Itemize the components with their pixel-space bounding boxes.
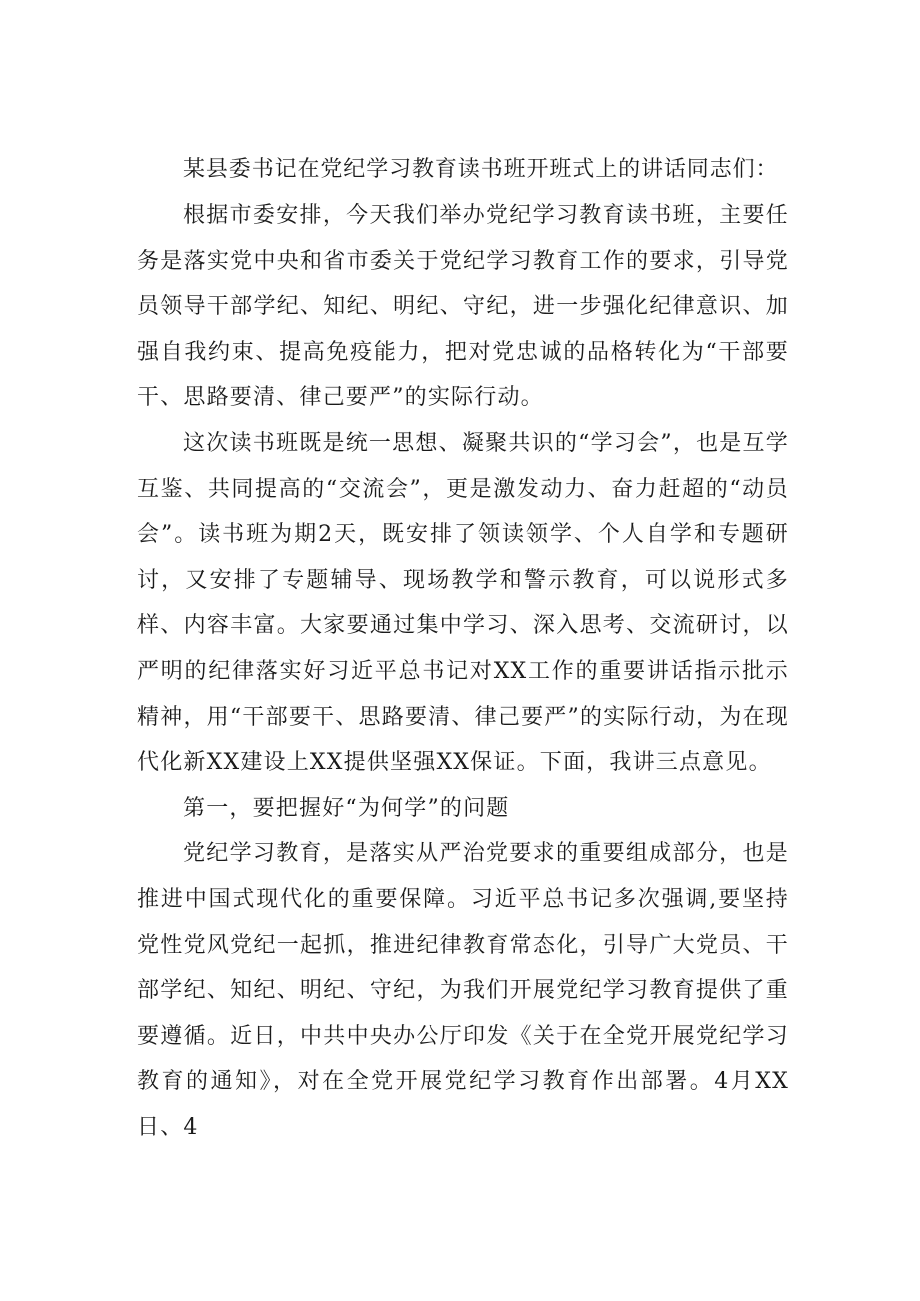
- section-heading-1: 第一，要把握好“为何学”的问题: [183, 795, 510, 821]
- paragraph-1: 根据市委安排，今天我们举办党纪学习教育读书班，主要任务是落实党中央和省市委关于党纪学习教育工作的要求，引导党员领导干部学纪、知纪、明纪、守纪，进一步强化纪律意识、加强自我约束、提高免疫能力，把对党忠诚的品格转化为“干部要干、思路要清、律己要严”的实际行动。: [137, 203, 789, 411]
- document-title-line: 某县委书记在党纪学习教育读书班开班式上的讲话同志们：: [183, 157, 779, 182]
- paragraph-3: 党纪学习教育，是落实从严治党要求的重要组成部分，也是推进中国式现代化的重要保障。习近平总书记多次强调,要坚持党性党风党纪一起抓，推进纪律教育常态化，引导广大党员、干部学纪、知纪、明纪、守纪，为我们开展党纪学习教育提供了重要遵循。近日，中共中央办公厅印发《关于在全党开展党纪学习教育的通知》，对在全党开展党纪学习教育作出部署。4月XX日、4: [137, 841, 789, 1140]
- document-body: [137, 150, 789, 1150]
- paragraph-2: 这次读书班既是统一思想、凝聚共识的“学习会”，也是互学互鉴、共同提高的“交流会”，更是激发动力、奋力赶超的“动员会”。读书班为期2天，既安排了领读领学、个人自学和专题研讨，又安排了专题辅导、现场教学和警示教育，可以说形式多样、内容丰富。大家要通过集中学习、深入思考、交流研讨，以严明的纪律落实好习近平总书记对XX工作的重要讲话指示批示精神，用“干部要干、思路要清、律己要严”的实际行动，为在现代化新XX建设上XX提供坚强XX保证。下面，我讲三点意见。: [137, 430, 789, 776]
